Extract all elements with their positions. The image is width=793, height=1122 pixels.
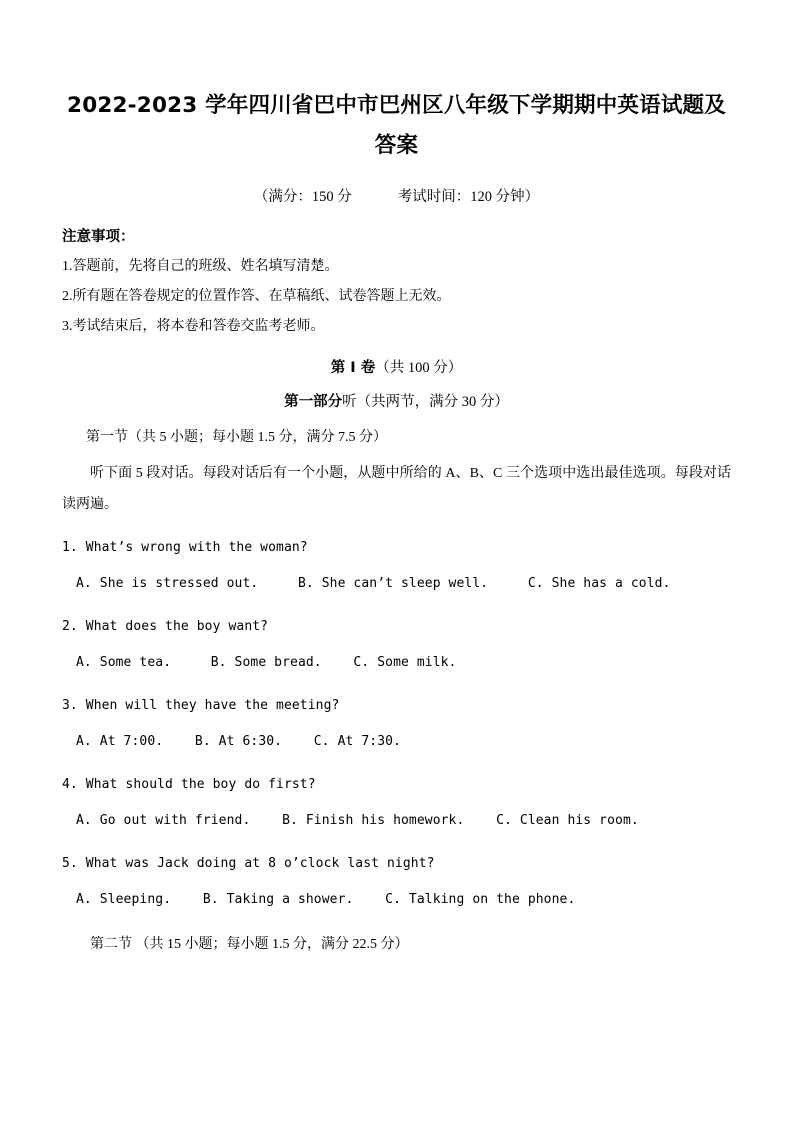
question-stem: 4. What should the boy do first?: [62, 777, 316, 792]
notice-item: 3.考试结束后，将本卷和答卷交监考老师。: [62, 319, 325, 334]
notice-heading: 注意事项：: [62, 229, 135, 245]
volume-heading: [62, 352, 731, 384]
page-title: 2022-2023 学年四川省巴中市巴州区八年级下学期期中英语试题及答案: [67, 93, 726, 158]
question-choices: A. Go out with friend. B. Finish his homework. C. Clean his room.: [76, 813, 639, 828]
question-choices: A. Some tea. B. Some bread. C. Some milk.: [76, 655, 457, 670]
notice-item: 2.所有题在答卷规定的位置作答、在草稿纸、试卷答题上无效。: [62, 289, 451, 304]
notice-item: 1.答题前，先将自己的班级、姓名填写清楚。: [62, 259, 339, 274]
question-stem: 5. What was Jack doing at 8 o’clock last night?: [62, 856, 435, 871]
question-stem: 3. When will they have the meeting?: [62, 698, 340, 713]
question-choices: A. At 7:00. B. At 6:30. C. At 7:30.: [76, 734, 401, 749]
volume-heading-label: 第 I 卷: [330, 360, 376, 376]
section-two-heading: 第二节 （共 15 小题；每小题 1.5 分，满分 22.5 分）: [90, 937, 409, 952]
section-one-heading: 第一节（共 5 小题；每小题 1.5 分，满分 7.5 分）: [86, 430, 387, 445]
exam-duration: 考试时间：120 分钟）: [397, 189, 540, 205]
exam-meta: [62, 182, 731, 212]
question-stem: 2. What does the boy want?: [62, 619, 269, 634]
part-heading-label: 第一部分: [284, 394, 343, 410]
section-one-instruction: 听下面 5 段对话。每段对话后有一个小题，从题中所给的 A、B、C 三个选项中选出最佳选项。每段对话读两遍。: [62, 466, 731, 512]
volume-heading-score: （共 100 分）: [375, 360, 463, 376]
question-choices: A. Sleeping. B. Taking a shower. C. Talking on the phone.: [76, 892, 576, 907]
question-stem: 1. What’s wrong with the woman?: [62, 540, 308, 555]
exam-full-score: （满分：150 分: [253, 189, 352, 205]
part-heading: [62, 386, 731, 418]
question-choices: A. She is stressed out. B. She can’t sleep well. C. She has a cold.: [76, 576, 671, 591]
part-heading-detail: 听（共两节，满分 30 分）: [342, 394, 509, 410]
